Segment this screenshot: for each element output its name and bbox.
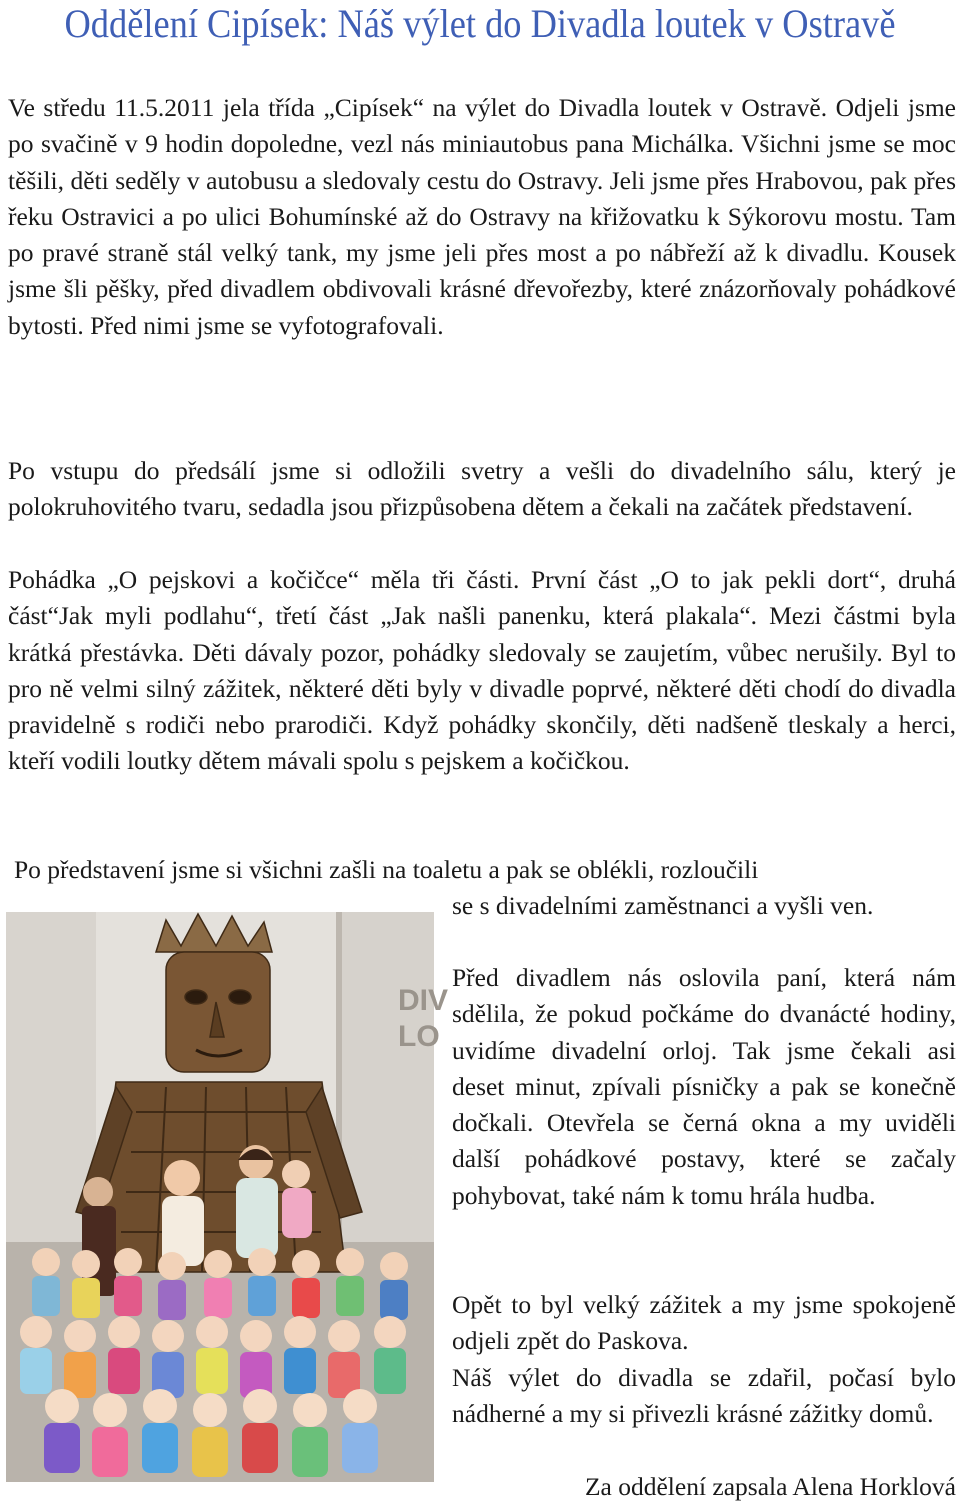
paragraph-after-show-continued: se s divadelními zaměstnanci a vyšli ven. [452, 891, 874, 920]
paragraph-return: Opět to byl velký zážitek a my jsme spokojeně odjeli zpět do Paskova. [452, 1290, 956, 1356]
svg-text:DIV: DIV [398, 984, 449, 1017]
group-photo-illustration [6, 912, 449, 1482]
paragraph-trip-intro: Ve středu 11.5.2011 jela třída „Cipísek“ na výlet do Divadla loutek v Ostravě. Odjeli jsme po svačině v 9 hodin dopoledne, vezl nás miniautobus pana Michálka. Všichni jsme se moc těšili, děti seděly v autobusu a sledovaly cestu do Ostravy. Jeli jsme přes Hrabovou, pak přes řeku Ostravici a po ulici Bohumínské až do Ostravy na křižovatku k Sýkorovu mostu. Tam po pravé straně stál velký tank, my jsme jeli přes most a po nábřeží až k divadlu. Kousek jsme šli pěšky, před divadlem obdivovali krásné dřevořezby, které znázorňovaly pohádkové bytosti. Před nimi jsme se vyfotografovali. [8, 93, 956, 340]
paragraph-after-show: Po představení jsme si všichni zašli na toaletu a pak se oblékli, rozloučili [14, 855, 759, 884]
group-photo [6, 912, 449, 1482]
paragraph-conclusion: Náš výlet do divadla se zdařil, počasí bylo nádherné a my si přivezli krásné zážitky domů. [452, 1363, 956, 1429]
paragraph-theatre-clock: Před divadlem nás oslovila paní, která nám sdělila, že pokud počkáme do dvanácté hodiny, uvidíme divadelní orloj. Tak jsme čekali asi deset minut, zpívali písničky a pak se konečně dočkali. Otevřela se černá okna a my uviděli další pohádkové postavy, které se začaly pohybovat, také nám k tomu hrála hudba. [452, 963, 956, 1210]
paragraph-fairy-tale: Pohádka „O pejskovi a kočičce“ měla tři části. První část „O to jak pekli dort“, druhá část“Jak myli podlahu“, třetí část „Jak našli panenku, která plakala“. Mezi částmi byla krátká přestávka. Děti dávaly pozor, pohádky sledovaly se zaujetím, vůbec nerušily. Byl to pro ně velmi silný zážitek, některé děti byly v divadle poprvé, některé děti chodí do divadla pravidelně s rodiči nebo prarodiči. Když pohádky skončily, děti nadšeně tleskaly a herci, kteří vodili loutky dětem mávali spolu s pejskem a kočičkou. [8, 565, 956, 776]
paragraph-theatre-hall: Po vstupu do předsálí jsme si odložili svetry a vešli do divadelního sálu, který je polokruhovitého tvaru, sedadla jsou přizpůsobena dětem a čekali na začátek představení. [8, 456, 956, 522]
page-title: Oddělení Cipísek: Náš výlet do Divadla loutek v Ostravě [64, 1, 896, 46]
svg-text:LO: LO [398, 1020, 440, 1053]
author-signature: Za oddělení zapsala Alena Horklová [584, 1472, 956, 1501]
